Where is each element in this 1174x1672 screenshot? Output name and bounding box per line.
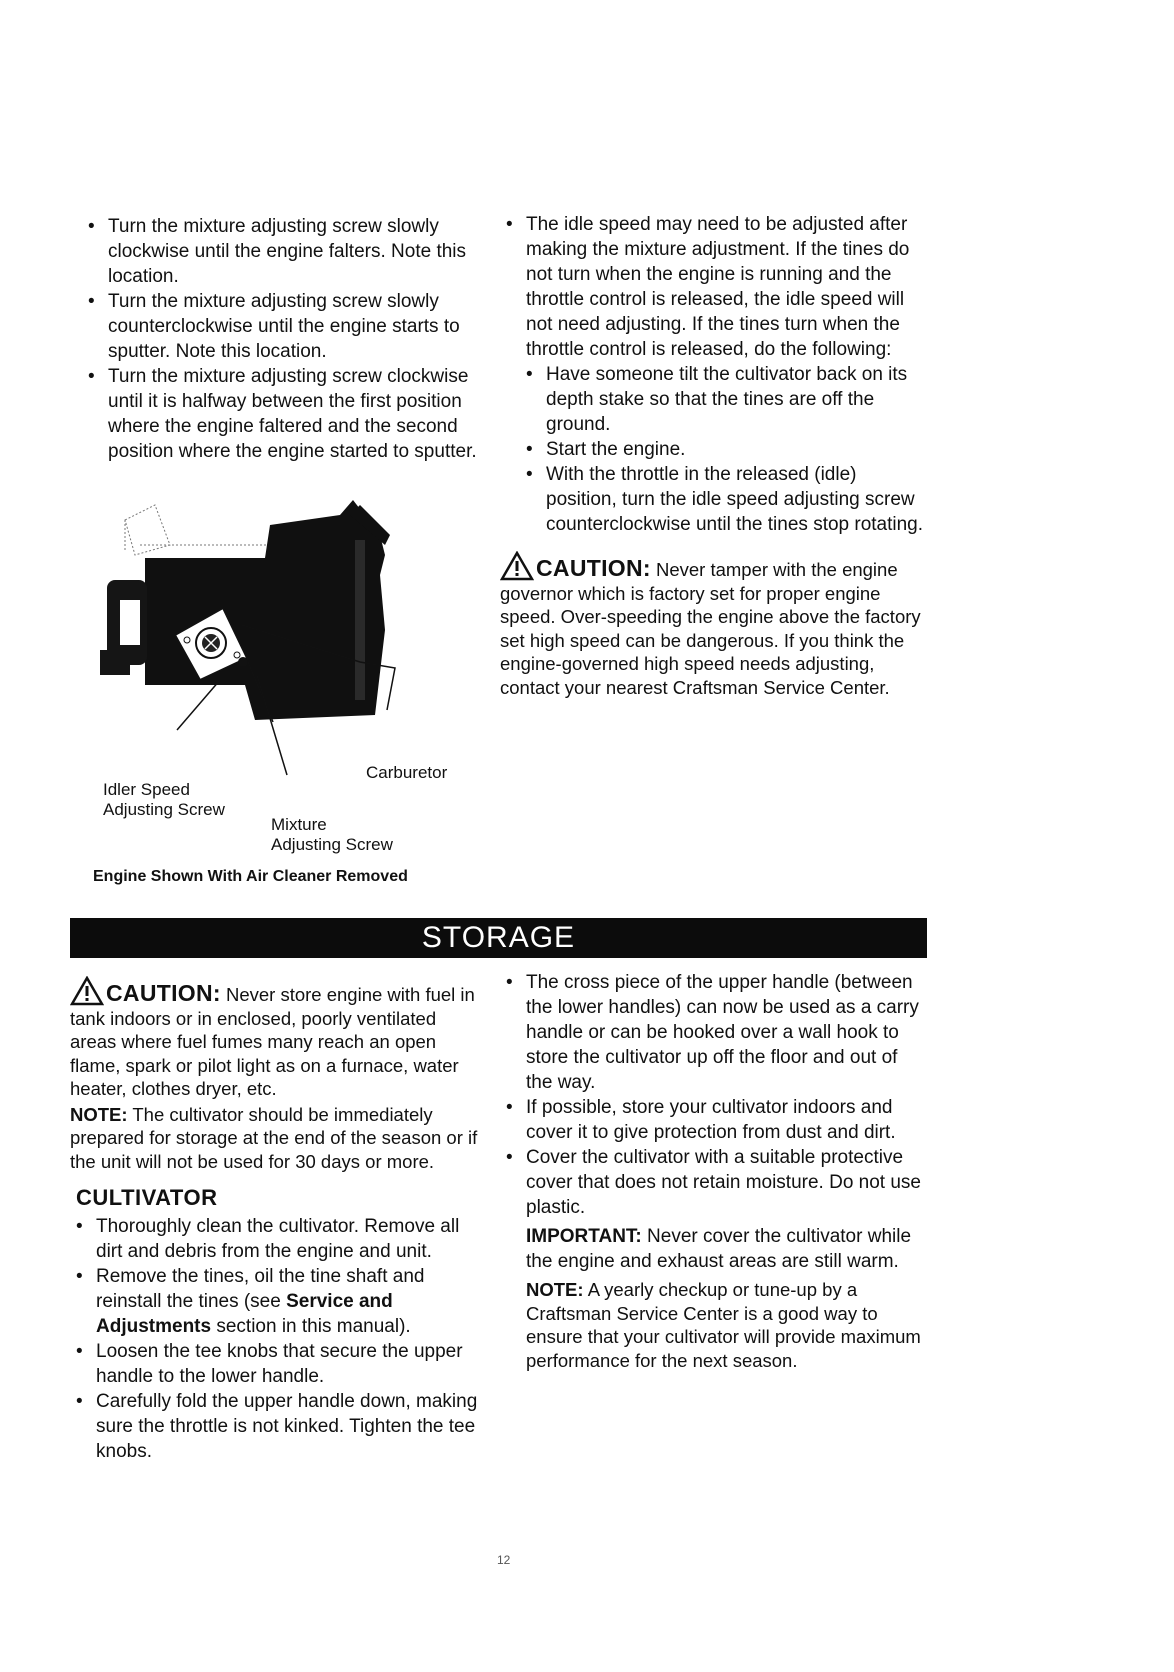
important-note <box>500 1224 925 1274</box>
diagram-caption: Engine Shown With Air Cleaner Removed <box>93 868 408 885</box>
important-text: Never cover the cultivator while the engine and exhaust areas are still warm. <box>526 1226 912 1272</box>
list-item: • Loosen the tee knobs that secure the upper handle to the lower handle. <box>70 1339 478 1389</box>
storage-heading: STORAGE <box>70 918 927 958</box>
idler-screw-icon <box>238 657 248 667</box>
list-item: • Start the engine. <box>520 437 930 462</box>
caution-label: CAUTION: <box>106 980 221 1006</box>
note-label: NOTE: <box>526 1279 584 1300</box>
warning-triangle-icon <box>500 551 534 581</box>
storage-right <box>500 970 925 1372</box>
note-text: The cultivator should be immediately prepared for storage at the end of the season or if the unit will not be used for 30 days or more. <box>70 1103 478 1172</box>
caution-governor <box>500 551 930 699</box>
list-item: • If possible, store your cultivator indoors and cover it to give protection from dust and dirt. <box>500 1095 925 1145</box>
note-label: NOTE: <box>70 1103 128 1125</box>
list-item: • Have someone tilt the cultivator back on its depth stake so that the tines are off the ground. <box>520 362 930 437</box>
engine-body <box>100 500 390 720</box>
storage-note <box>70 1103 478 1174</box>
idle-speed-section <box>500 212 930 699</box>
list-item: • Turn the mixture adjusting screw slowly counterclockwise until the engine starts to sputter. Note this location. <box>82 289 482 364</box>
list-item: • With the throttle in the released (idle) position, turn the idle speed adjusting screw counterclockwise until the tines stop rotating. <box>520 462 930 537</box>
list-item: • Turn the mixture adjusting screw clockwise until it is halfway between the first position where the engine faltered and the second position where the engine started to sputter. <box>82 364 482 464</box>
list-item: • Turn the mixture adjusting screw slowly clockwise until the engine falters. Note this location. <box>82 214 482 289</box>
cultivator-heading: CULTIVATOR <box>76 1185 218 1210</box>
list-item: • The idle speed may need to be adjusted after making the mixture adjustment. If the tines do not turn when the engine is running and the throttle control is released, the idle speed will not need adjusting. If the tines turn when the throttle control is released, do the following: <box>500 212 930 362</box>
important-label: IMPORTANT: <box>526 1226 642 1247</box>
caution-storage <box>70 976 478 1101</box>
warning-triangle-icon <box>70 976 104 1006</box>
list-item: • Cover the cultivator with a suitable protective cover that does not retain moisture. Do not use plastic. <box>500 1145 925 1220</box>
list-item: • Carefully fold the upper handle down, making sure the throttle is not kinked. Tighten the tee knobs. <box>70 1389 478 1464</box>
storage-left <box>70 976 478 1464</box>
engine-diagram <box>95 500 475 790</box>
label-idler-speed: Idler Speed <box>103 780 190 799</box>
label-mixture-adjusting: Adjusting Screw <box>271 835 393 854</box>
list-item: • Remove the tines, oil the tine shaft and reinstall the tines (see Service and Adjustments section in this manual). <box>70 1264 478 1339</box>
page-number: 12 <box>497 1553 511 1567</box>
caution-text: Never tamper with the engine governor which is factory set for proper engine speed. Over-speeding the engine above the factory set high speed can be dangerous. If you think the engine-governed high speed needs adjusting, contact your nearest Craftsman Service Center. <box>500 559 921 698</box>
mixture-steps <box>82 214 482 464</box>
air-cleaner-outline <box>125 505 275 555</box>
label-idler-adjusting: Adjusting Screw <box>103 800 225 819</box>
label-carburetor: Carburetor <box>366 763 448 782</box>
caution-text: Never store engine with fuel in tank indoors or in enclosed, poorly ventilated areas where fuel fumes many reach an open flame, spark or pilot light as on a furnace, water heater, clothes dryer, etc. <box>70 984 475 1099</box>
label-mixture: Mixture <box>271 815 327 834</box>
list-item: • The cross piece of the upper handle (between the lower handles) can now be used as a carry handle or can be hooked over a wall hook to store the cultivator up off the floor and out of the way. <box>500 970 925 1095</box>
list-item: • Thoroughly clean the cultivator. Remove all dirt and debris from the engine and unit. <box>70 1214 478 1264</box>
yearly-note <box>500 1278 925 1372</box>
note-text: A yearly checkup or tune-up by a Craftsman Service Center is a good way to ensure that your cultivator will provide maximum performance for the next season. <box>526 1279 921 1371</box>
caution-label: CAUTION: <box>536 555 651 581</box>
